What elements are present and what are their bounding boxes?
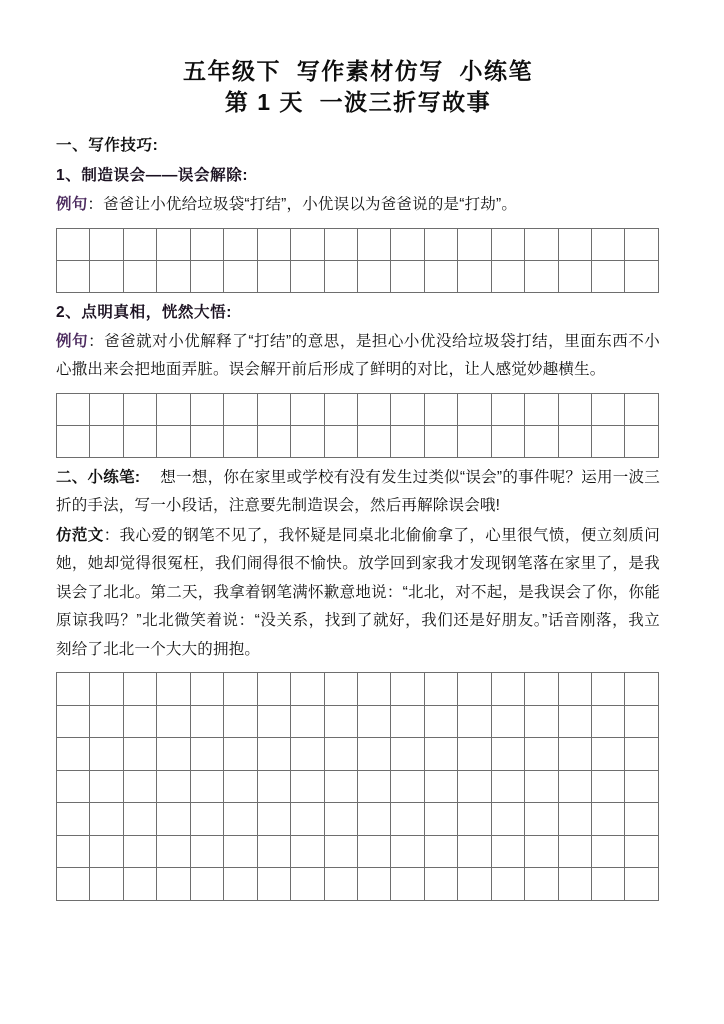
grid-cell[interactable]	[491, 738, 524, 771]
grid-cell[interactable]	[357, 803, 390, 836]
grid-cell[interactable]	[291, 228, 324, 260]
grid-cell[interactable]	[558, 228, 591, 260]
grid-cell[interactable]	[257, 705, 290, 738]
grid-cell[interactable]	[257, 260, 290, 292]
grid-cell[interactable]	[525, 228, 558, 260]
grid-cell[interactable]	[458, 228, 491, 260]
grid-cell[interactable]	[224, 705, 257, 738]
grid-cell[interactable]	[123, 673, 156, 706]
grid-cell[interactable]	[123, 260, 156, 292]
grid-cell[interactable]	[592, 770, 625, 803]
grid-cell[interactable]	[57, 228, 90, 260]
grid-cell[interactable]	[257, 425, 290, 457]
grid-cell[interactable]	[525, 673, 558, 706]
writing-grid-2-body	[57, 393, 659, 457]
grid-cell[interactable]	[190, 705, 223, 738]
grid-cell[interactable]	[491, 705, 524, 738]
grid-cell[interactable]	[558, 425, 591, 457]
grid-cell[interactable]	[257, 673, 290, 706]
grid-cell[interactable]	[123, 705, 156, 738]
grid-cell[interactable]	[90, 425, 123, 457]
grid-cell[interactable]	[291, 393, 324, 425]
grid-cell[interactable]	[357, 425, 390, 457]
grid-cell[interactable]	[324, 803, 357, 836]
grid-cell[interactable]	[90, 738, 123, 771]
grid-cell[interactable]	[123, 425, 156, 457]
grid-cell[interactable]	[90, 868, 123, 901]
grid-cell[interactable]	[558, 738, 591, 771]
grid-cell[interactable]	[558, 868, 591, 901]
grid-cell[interactable]	[558, 705, 591, 738]
grid-cell[interactable]	[525, 868, 558, 901]
grid-cell[interactable]	[291, 673, 324, 706]
grid-cell[interactable]	[324, 393, 357, 425]
grid-cell[interactable]	[357, 770, 390, 803]
grid-cell[interactable]	[458, 260, 491, 292]
grid-cell[interactable]	[625, 425, 659, 457]
grid-cell[interactable]	[424, 770, 457, 803]
grid-cell[interactable]	[491, 770, 524, 803]
section-two-block	[56, 464, 660, 521]
grid-cell[interactable]	[525, 393, 558, 425]
grid-cell[interactable]	[224, 260, 257, 292]
grid-cell[interactable]	[157, 835, 190, 868]
grid-cell[interactable]	[424, 260, 457, 292]
grid-cell[interactable]	[291, 260, 324, 292]
table-row[interactable]	[57, 835, 659, 868]
grid-cell[interactable]	[291, 770, 324, 803]
grid-cell[interactable]	[458, 803, 491, 836]
grid-cell[interactable]	[391, 228, 424, 260]
grid-cell[interactable]	[190, 260, 223, 292]
grid-cell[interactable]	[525, 738, 558, 771]
example-separator-1: ：	[87, 196, 104, 213]
grid-cell[interactable]	[291, 868, 324, 901]
grid-cell[interactable]	[257, 868, 290, 901]
example-label-2: 例句	[56, 332, 89, 350]
grid-cell[interactable]	[90, 770, 123, 803]
grid-cell[interactable]	[558, 835, 591, 868]
grid-cell[interactable]	[458, 425, 491, 457]
subsection-1-heading: 1、制造误会——误会解除:	[56, 167, 249, 184]
grid-cell[interactable]	[592, 673, 625, 706]
grid-cell[interactable]	[190, 738, 223, 771]
grid-cell[interactable]	[90, 705, 123, 738]
grid-cell[interactable]	[123, 770, 156, 803]
grid-cell[interactable]	[57, 770, 90, 803]
grid-cell[interactable]	[190, 673, 223, 706]
grid-cell[interactable]	[57, 393, 90, 425]
grid-cell[interactable]	[592, 228, 625, 260]
title-line-2: 第 1 天 一波三折写故事	[224, 89, 492, 115]
grid-cell[interactable]	[57, 803, 90, 836]
grid-cell[interactable]	[625, 835, 659, 868]
grid-cell[interactable]	[558, 770, 591, 803]
grid-cell[interactable]	[190, 835, 223, 868]
grid-cell[interactable]	[157, 228, 190, 260]
grid-cell[interactable]	[491, 868, 524, 901]
grid-cell[interactable]	[224, 425, 257, 457]
grid-cell[interactable]	[123, 738, 156, 771]
grid-cell[interactable]	[57, 705, 90, 738]
grid-cell[interactable]	[324, 260, 357, 292]
grid-cell[interactable]	[625, 770, 659, 803]
grid-cell[interactable]	[190, 770, 223, 803]
grid-cell[interactable]	[424, 228, 457, 260]
grid-cell[interactable]	[592, 393, 625, 425]
writing-grid-3-body	[57, 673, 659, 901]
grid-cell[interactable]	[491, 835, 524, 868]
table-row[interactable]	[57, 803, 659, 836]
grid-cell[interactable]	[592, 835, 625, 868]
grid-cell[interactable]	[625, 868, 659, 901]
grid-cell[interactable]	[90, 835, 123, 868]
title-line-1: 五年级下 写作素材仿写 小练笔	[182, 58, 534, 84]
grid-cell[interactable]	[324, 835, 357, 868]
grid-cell[interactable]	[90, 673, 123, 706]
grid-cell[interactable]	[123, 868, 156, 901]
grid-cell[interactable]	[391, 835, 424, 868]
grid-cell[interactable]	[324, 705, 357, 738]
grid-cell[interactable]	[291, 738, 324, 771]
table-row[interactable]	[57, 738, 659, 771]
grid-cell[interactable]	[190, 425, 223, 457]
section-two-heading: 二、小练笔:	[56, 468, 141, 486]
grid-cell[interactable]	[224, 228, 257, 260]
grid-cell[interactable]	[458, 673, 491, 706]
grid-cell[interactable]	[57, 835, 90, 868]
grid-cell[interactable]	[391, 673, 424, 706]
grid-cell[interactable]	[57, 868, 90, 901]
grid-cell[interactable]	[157, 868, 190, 901]
grid-cell[interactable]	[257, 738, 290, 771]
grid-cell[interactable]	[424, 738, 457, 771]
subsection-2-heading: 2、点明真相，恍然大悟:	[56, 303, 232, 321]
table-row[interactable]	[57, 425, 659, 457]
grid-cell[interactable]	[592, 705, 625, 738]
grid-cell[interactable]	[391, 803, 424, 836]
grid-cell[interactable]	[257, 835, 290, 868]
grid-cell[interactable]	[525, 803, 558, 836]
table-row[interactable]	[57, 260, 659, 292]
grid-cell[interactable]	[157, 738, 190, 771]
example-sentence-1	[56, 191, 660, 220]
grid-cell[interactable]	[357, 738, 390, 771]
table-row[interactable]	[57, 393, 659, 425]
grid-cell[interactable]	[491, 228, 524, 260]
table-row[interactable]	[57, 228, 659, 260]
grid-cell[interactable]	[391, 705, 424, 738]
grid-cell[interactable]	[491, 673, 524, 706]
grid-cell[interactable]	[57, 260, 90, 292]
model-essay-block	[56, 522, 660, 665]
writing-grid-3[interactable]	[56, 672, 659, 901]
grid-cell[interactable]	[558, 673, 591, 706]
grid-cell[interactable]	[324, 738, 357, 771]
grid-cell[interactable]	[625, 738, 659, 771]
grid-cell[interactable]	[625, 705, 659, 738]
example-label-1: 例句	[56, 196, 88, 213]
table-row[interactable]	[57, 868, 659, 901]
grid-cell[interactable]	[357, 835, 390, 868]
grid-cell[interactable]	[458, 770, 491, 803]
grid-cell[interactable]	[592, 868, 625, 901]
grid-cell[interactable]	[525, 770, 558, 803]
grid-cell[interactable]	[90, 260, 123, 292]
grid-cell[interactable]	[324, 228, 357, 260]
grid-cell[interactable]	[391, 425, 424, 457]
grid-cell[interactable]	[558, 393, 591, 425]
grid-cell[interactable]	[291, 705, 324, 738]
grid-cell[interactable]	[157, 673, 190, 706]
grid-cell[interactable]	[224, 835, 257, 868]
example-sentence-2	[56, 328, 660, 385]
grid-cell[interactable]	[357, 673, 390, 706]
grid-cell[interactable]	[324, 425, 357, 457]
grid-cell[interactable]	[424, 803, 457, 836]
grid-cell[interactable]	[424, 868, 457, 901]
model-essay-label: 仿范文	[56, 526, 104, 544]
grid-cell[interactable]	[391, 770, 424, 803]
grid-cell[interactable]	[458, 393, 491, 425]
page-title	[56, 56, 660, 118]
grid-cell[interactable]	[424, 673, 457, 706]
grid-cell[interactable]	[90, 228, 123, 260]
grid-cell[interactable]	[224, 770, 257, 803]
grid-cell[interactable]	[157, 393, 190, 425]
example-separator-2: ：	[88, 332, 105, 350]
grid-cell[interactable]	[391, 393, 424, 425]
grid-cell[interactable]	[57, 425, 90, 457]
grid-cell[interactable]	[190, 803, 223, 836]
grid-cell[interactable]	[224, 803, 257, 836]
grid-cell[interactable]	[157, 803, 190, 836]
grid-cell[interactable]	[123, 393, 156, 425]
grid-cell[interactable]	[190, 393, 223, 425]
grid-cell[interactable]	[257, 803, 290, 836]
grid-cell[interactable]	[157, 705, 190, 738]
table-row[interactable]	[57, 705, 659, 738]
grid-cell[interactable]	[491, 803, 524, 836]
table-row[interactable]	[57, 673, 659, 706]
grid-cell[interactable]	[324, 770, 357, 803]
grid-cell[interactable]	[424, 705, 457, 738]
section-two-prompt: 想一想，你在家里或学校有没有发生过类似“误会”的事件呢？运用一波三折的手法，写一小段话，注意要先制造误会，然后再解除误会哦!	[56, 468, 660, 514]
worksheet-content	[56, 56, 660, 907]
writing-grid-2[interactable]	[56, 393, 659, 458]
grid-cell[interactable]	[391, 260, 424, 292]
grid-cell[interactable]	[291, 835, 324, 868]
grid-cell[interactable]	[558, 803, 591, 836]
grid-cell[interactable]	[491, 393, 524, 425]
grid-cell[interactable]	[57, 738, 90, 771]
grid-cell[interactable]	[157, 770, 190, 803]
grid-cell[interactable]	[291, 425, 324, 457]
grid-cell[interactable]	[458, 835, 491, 868]
grid-cell[interactable]	[424, 393, 457, 425]
grid-cell[interactable]	[357, 868, 390, 901]
grid-cell[interactable]	[357, 260, 390, 292]
grid-cell[interactable]	[625, 228, 659, 260]
grid-cell[interactable]	[190, 228, 223, 260]
table-row[interactable]	[57, 770, 659, 803]
grid-cell[interactable]	[458, 738, 491, 771]
grid-cell[interactable]	[224, 393, 257, 425]
example-text-2: 爸爸就对小优解释了“打结”的意思，是担心小优没给垃圾袋打结，里面东西不小心撒出来会把地面弄脏。误会解开前后形成了鲜明的对比，让人感觉妙趣横生。	[56, 332, 661, 378]
grid-cell[interactable]	[190, 868, 223, 901]
grid-cell[interactable]	[592, 425, 625, 457]
grid-cell[interactable]	[458, 705, 491, 738]
grid-cell[interactable]	[157, 260, 190, 292]
grid-cell[interactable]	[625, 260, 659, 292]
grid-cell[interactable]	[324, 673, 357, 706]
grid-cell[interactable]	[424, 835, 457, 868]
grid-cell[interactable]	[357, 228, 390, 260]
model-essay-separator: ：	[103, 526, 120, 544]
grid-cell[interactable]	[224, 868, 257, 901]
grid-cell[interactable]	[257, 393, 290, 425]
grid-cell[interactable]	[357, 705, 390, 738]
grid-cell[interactable]	[525, 260, 558, 292]
grid-cell[interactable]	[592, 803, 625, 836]
grid-cell[interactable]	[391, 868, 424, 901]
grid-cell[interactable]	[525, 705, 558, 738]
grid-cell[interactable]	[592, 260, 625, 292]
grid-cell[interactable]	[257, 770, 290, 803]
grid-cell[interactable]	[424, 425, 457, 457]
grid-cell[interactable]	[90, 803, 123, 836]
grid-cell[interactable]	[57, 673, 90, 706]
grid-cell[interactable]	[491, 425, 524, 457]
grid-cell[interactable]	[224, 738, 257, 771]
grid-cell[interactable]	[123, 803, 156, 836]
writing-grid-1-body	[57, 228, 659, 292]
grid-cell[interactable]	[625, 393, 659, 425]
grid-cell[interactable]	[491, 260, 524, 292]
grid-cell[interactable]	[525, 425, 558, 457]
writing-grid-1[interactable]	[56, 228, 659, 293]
example-text-1: 爸爸让小优给垃圾袋“打结”，小优误以为爸爸说的是“打劫”。	[103, 196, 518, 213]
model-essay-text: 我心爱的钢笔不见了，我怀疑是同桌北北偷偷拿了，心里很气愤，便立刻质问她，她却觉得很冤枉，我们闹得很不愉快。放学回到家我才发现钢笔落在家里了，是我误会了北北。第二天，我拿着钢笔满怀歉意地说：“北北，对不起，是我误会了你，你能原谅我吗？”北北微笑着说：“没关系，找到了就好，我们还是好朋友。”话音刚落，我立刻给了北北一个大大的拥抱。	[56, 526, 660, 658]
grid-cell[interactable]	[558, 260, 591, 292]
grid-cell[interactable]	[123, 228, 156, 260]
grid-cell[interactable]	[625, 803, 659, 836]
grid-cell[interactable]	[90, 393, 123, 425]
grid-cell[interactable]	[123, 835, 156, 868]
grid-cell[interactable]	[391, 738, 424, 771]
grid-cell[interactable]	[525, 835, 558, 868]
grid-cell[interactable]	[324, 868, 357, 901]
grid-cell[interactable]	[625, 673, 659, 706]
grid-cell[interactable]	[458, 868, 491, 901]
grid-cell[interactable]	[291, 803, 324, 836]
grid-cell[interactable]	[257, 228, 290, 260]
section-one-heading: 一、写作技巧:	[56, 137, 159, 154]
grid-cell[interactable]	[157, 425, 190, 457]
grid-cell[interactable]	[592, 738, 625, 771]
grid-cell[interactable]	[224, 673, 257, 706]
grid-cell[interactable]	[357, 393, 390, 425]
